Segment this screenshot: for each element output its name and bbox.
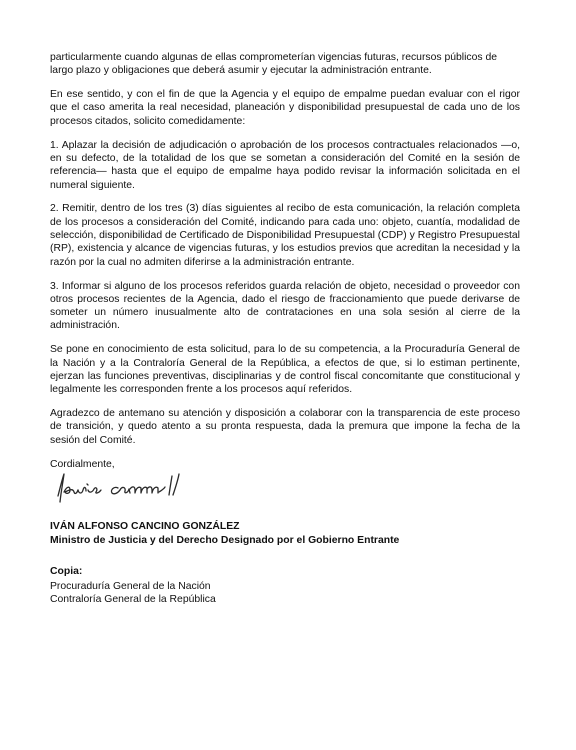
copy-block (50, 565, 520, 607)
signer-block (50, 520, 520, 547)
paragraph-request-3: 3. Informar si alguno de los procesos referidos guarda relación de objeto, necesidad o proveedor con otros procesos recientes de la Agencia, dado el riesgo de fraccionamiento que puede derivarse de someter un número inusualmente alto de contrataciones en una sola sesión al cierre de la administración. (50, 280, 520, 332)
closing: Cordialmente, (50, 458, 115, 470)
copy-recipient: Contraloría General de la República (50, 594, 216, 605)
paragraph-intro-continuation: particularmente cuando algunas de ellas comprometerían vigencias futuras, recursos públicos de largo plazo y obligaciones que deberá asumir y ejecutar la administración entrante. (50, 52, 498, 77)
letter-body (50, 51, 520, 481)
paragraph-notice: Se pone en conocimiento de esta solicitud, para lo de su competencia, a la Procuraduría General de la Nación y a la Contraloría General de la República, a efectos de que, si lo estiman pertinente, ejerzan las funciones preventivas, disciplinarias y de control fiscal concomitante que constitucional y legalmente les corresponden frente a los procesos aquí referidos. (50, 344, 520, 396)
paragraph-thanks: Agradezco de antemano su atención y disposición a colaborar con la transparencia de este proceso de transición, y quedo atento a su pronta respuesta, dada la premura que impone la fecha de la sesión del Comité. (50, 408, 520, 446)
copy-recipient: Procuraduría General de la Nación (50, 580, 211, 592)
paragraph-request-intro: En ese sentido, y con el fin de que la Agencia y el equipo de empalme puedan evaluar con el rigor que el caso amerita la real necesidad, planeación y disponibilidad presupuestal de cada uno de los procesos citados, solicito comedidamente: (50, 89, 520, 127)
signer-name: IVÁN ALFONSO CANCINO GONZÁLEZ (50, 521, 240, 532)
copy-label: Copia: (50, 566, 83, 577)
handwritten-signature (52, 462, 212, 506)
paragraph-request-2: 2. Remitir, dentro de los tres (3) días siguientes al recibo de esta comunicación, la relación completa de los procesos a consideración del Comité, indicando para cada uno: objeto, cuantía, modalidad de selección, disponibilidad de Certificado de Disponibilidad Presupuestal (CDP) y Registro Presupuestal (RP), existencia y alcance de vigencias futuras, y los estudios previos que acreditan la necesidad y la razón por la cual no admiten diferirse a la administración entrante. (50, 203, 520, 268)
paragraph-request-1: 1. Aplazar la decisión de adjudicación o aprobación de los procesos contractuales relacionados —o, en su defecto, de la totalidad de los que se sometan a consideración del Comité en la sesión de referencia— hasta que el equipo de empalme haya podido revisar la información solicitada en el numeral siguiente. (50, 139, 520, 191)
signer-title: Ministro de Justicia y del Derecho Designado por el Gobierno Entrante (50, 534, 400, 546)
